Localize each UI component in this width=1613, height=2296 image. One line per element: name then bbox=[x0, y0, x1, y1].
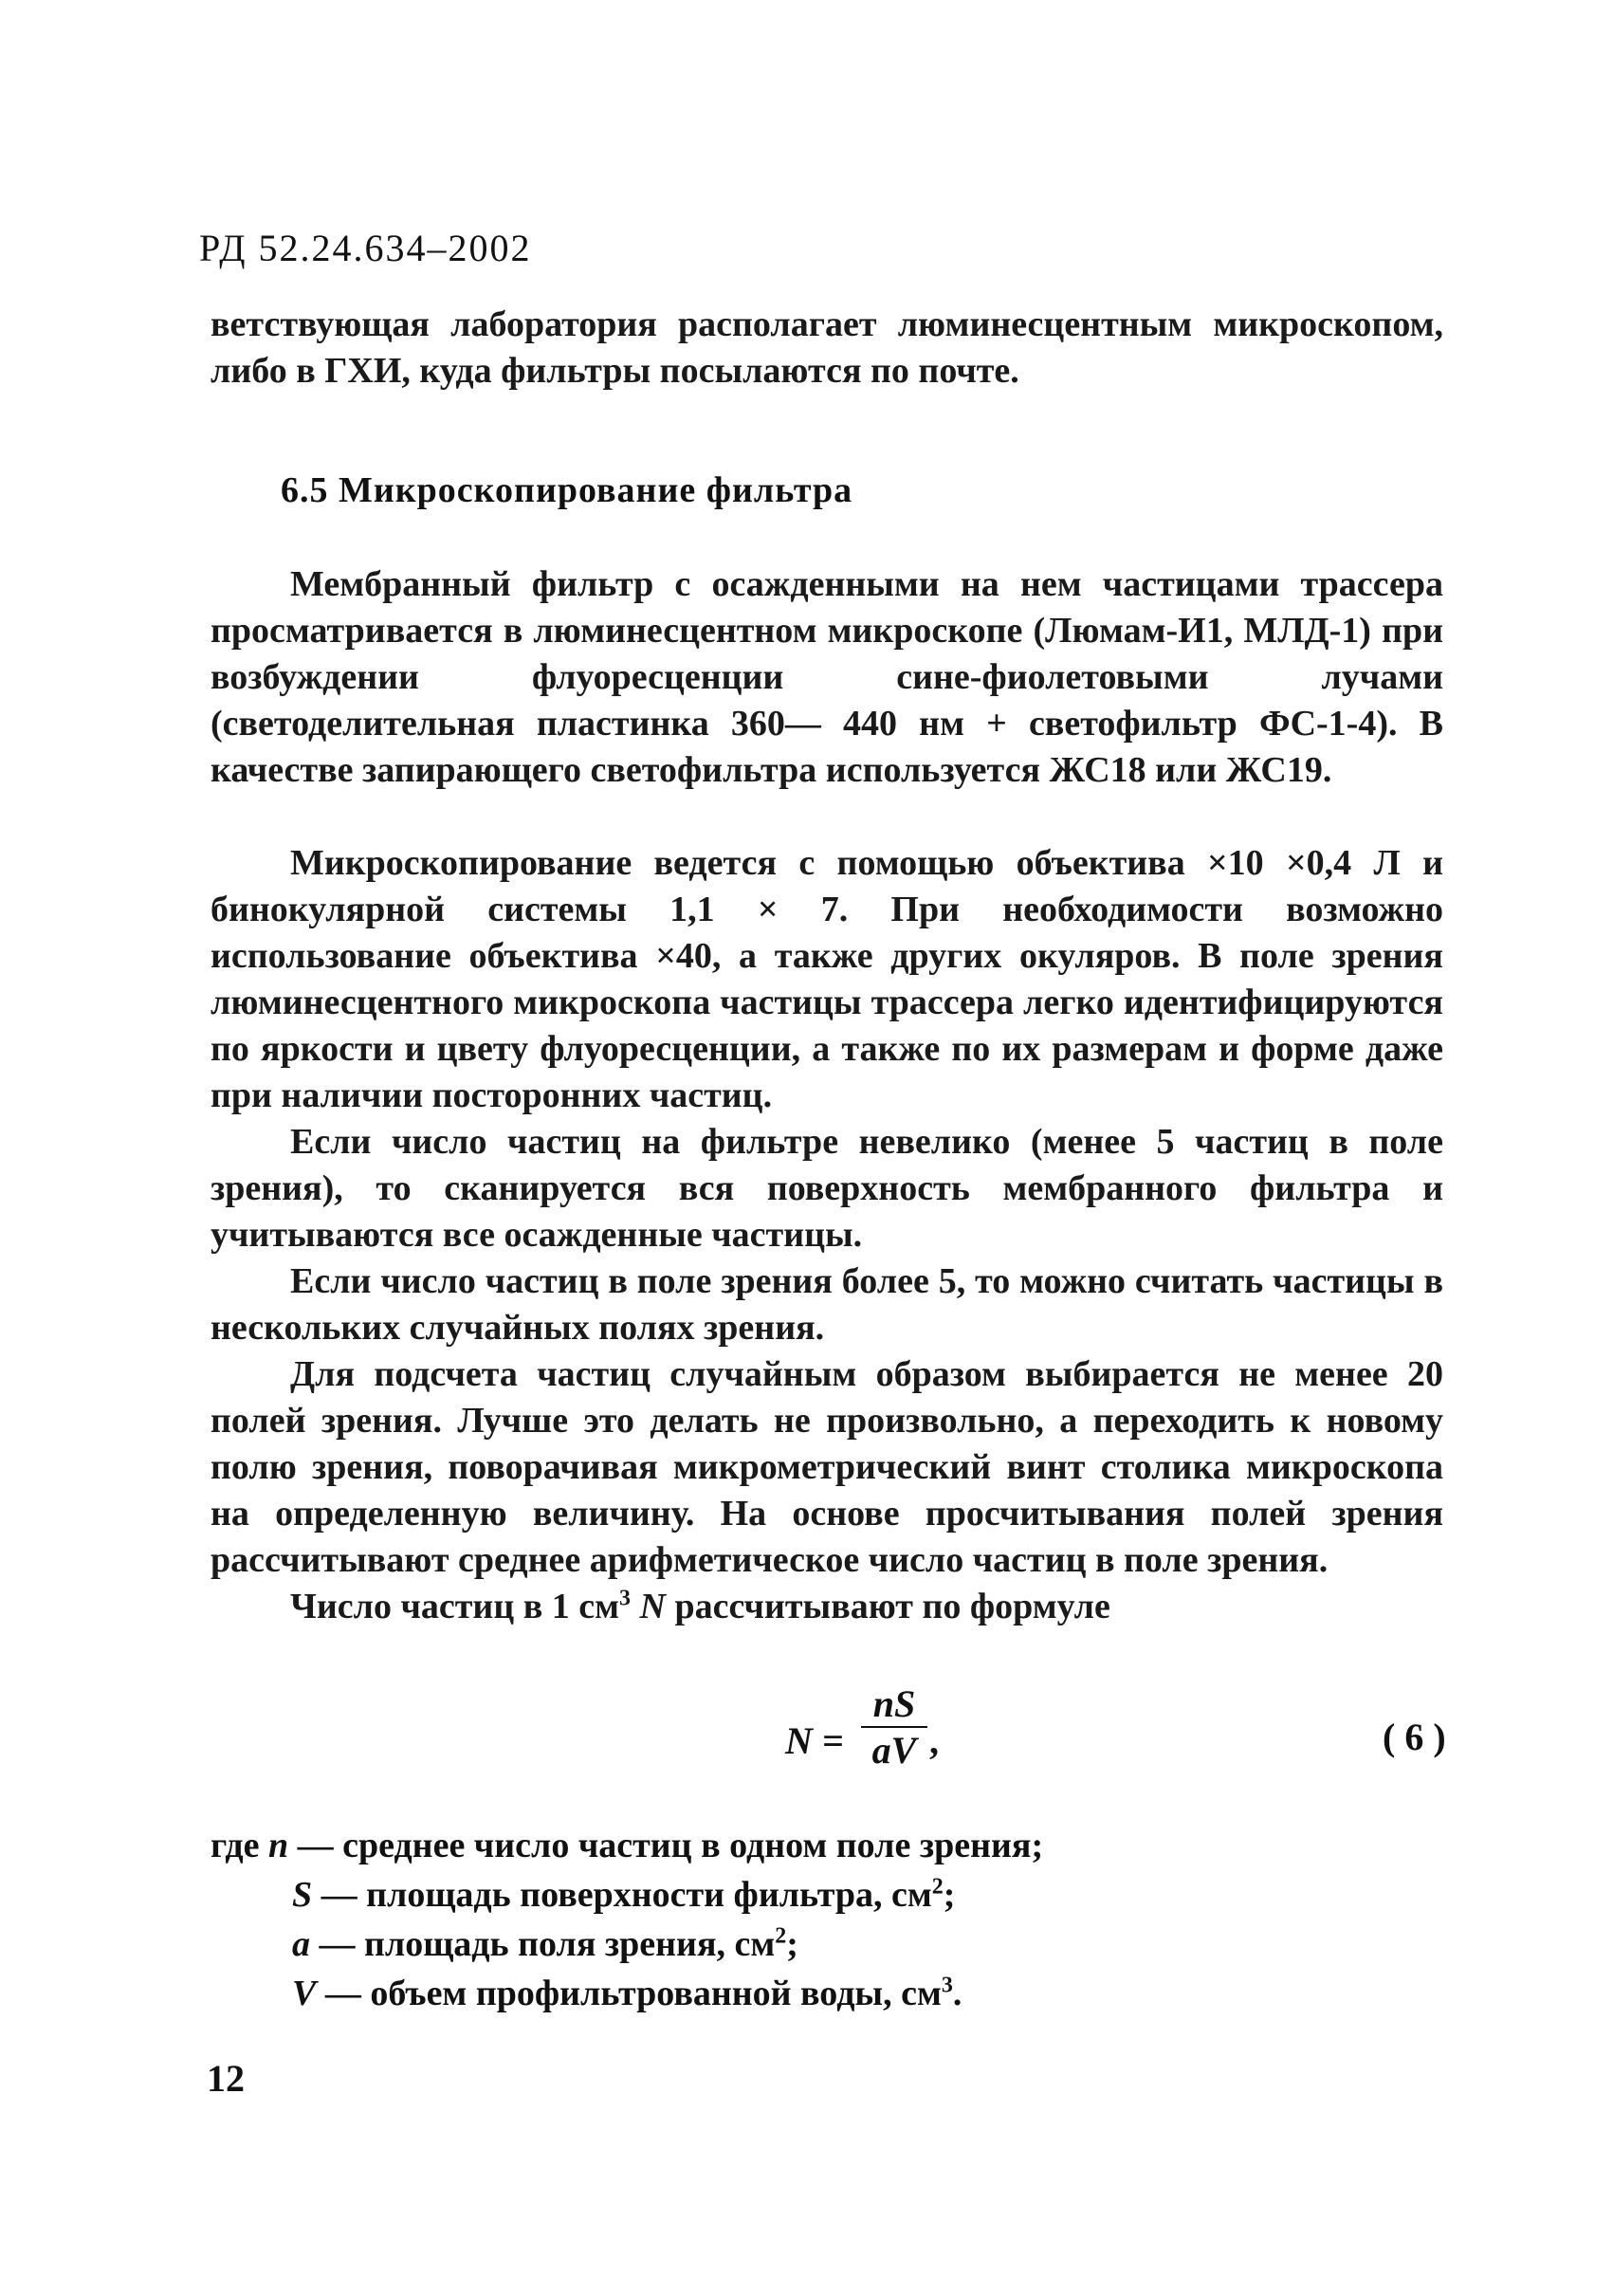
definition-item bbox=[211, 1969, 1043, 2018]
definition-sup: 2 bbox=[931, 1874, 944, 1900]
definition-end: ; bbox=[943, 1875, 956, 1915]
formula bbox=[785, 1682, 975, 1796]
definition-var: a bbox=[292, 1924, 310, 1964]
definition-item bbox=[211, 1919, 1043, 1969]
paragraph-1: Мембранный фильтр с осажденными на нем частицами трассера просматривается в люминесцентном микроскопе (Люмам-И1, МЛД-1) при возбуждении флуоресценции сине-фиолетовыми лучами (светоделительная пластинка 360— 440 нм + светофильтр ФС-1-4). В качестве запирающего светофильтра используется ЖС18 или ЖС19. bbox=[211, 564, 1443, 790]
page-number: 12 bbox=[207, 2057, 245, 2100]
equation-number: ( 6 ) bbox=[1383, 1716, 1446, 1758]
formula-numerator: nS bbox=[861, 1682, 927, 1728]
definition-end: . bbox=[952, 1974, 962, 2013]
where-word: где bbox=[211, 1826, 260, 1865]
paragraph-5: Для подсчета частиц случайным образом выбирается не менее 20 полей зрения. Лучше это делать не произвольно, а переходить к новому полю зрения, поворачивая микрометрический винт столика микроскопа на определенную величину. На основе просчитывания полей зрения рассчитывают среднее арифметическое число частиц в поле зрения. bbox=[211, 1354, 1443, 1580]
intro-paragraph: ветствующая лаборатория располагает люминесцентным микроскопом, либо в ГХИ, куда фильтры посылаются по почте. bbox=[211, 304, 1443, 391]
definitions-block bbox=[211, 1821, 1043, 2018]
paragraph-4: Если число частиц в поле зрения более 5, то можно считать частицы в нескольких случайных полях зрения. bbox=[211, 1261, 1443, 1348]
formula-lhs: N = bbox=[785, 1719, 844, 1762]
definition-var: V bbox=[292, 1974, 317, 2013]
definition-item bbox=[211, 1821, 1043, 1870]
definition-text: — среднее число частиц в одном поле зрения; bbox=[297, 1826, 1044, 1865]
definition-var: n bbox=[267, 1826, 289, 1865]
definition-sup: 2 bbox=[775, 1923, 787, 1949]
definition-end: ; bbox=[786, 1924, 798, 1964]
formula-intro bbox=[211, 1584, 1443, 1630]
definition-text: — объем профильтрованной воды, см bbox=[324, 1974, 942, 2013]
definition-item bbox=[211, 1870, 1043, 1919]
formula-fraction bbox=[861, 1682, 927, 1773]
definition-text: — площадь поля зрения, см bbox=[319, 1924, 776, 1964]
definition-sup: 3 bbox=[941, 1973, 953, 1998]
formula-comma: , bbox=[929, 1719, 939, 1762]
section-title: 6.5 Микроскопирование фильтра bbox=[281, 470, 853, 510]
formula-intro-after: рассчитывают по формуле bbox=[674, 1587, 1110, 1626]
formula-denominator: aV bbox=[871, 1729, 917, 1772]
formula-intro-before: Число частиц в 1 см bbox=[290, 1587, 619, 1626]
formula-intro-sup: 3 bbox=[619, 1586, 631, 1611]
document-code-header: РД 52.24.634–2002 bbox=[199, 227, 532, 269]
paragraph-3: Если число частиц на фильтре невелико (менее 5 частиц в поле зрения), то сканируется вся поверхность мембранного фильтра и учитываются все осажденные частицы. bbox=[211, 1122, 1443, 1255]
definition-text: — площадь поверхности фильтра, см bbox=[321, 1875, 932, 1915]
formula-intro-var: N bbox=[639, 1587, 666, 1626]
paragraph-2: Микроскопирование ведется с помощью объектива ×10 ×0,4 Л и бинокулярной системы 1,1 × 7. При необходимости возможно использование объектива ×40, а также других окуляров. В поле зрения люминесцентного микроскопа частицы трассера легко идентифицируются по яркости и цвету флуоресценции, а также по их размерам и форме даже при наличии посторонних частиц. bbox=[211, 843, 1443, 1115]
definition-var: S bbox=[292, 1875, 313, 1915]
